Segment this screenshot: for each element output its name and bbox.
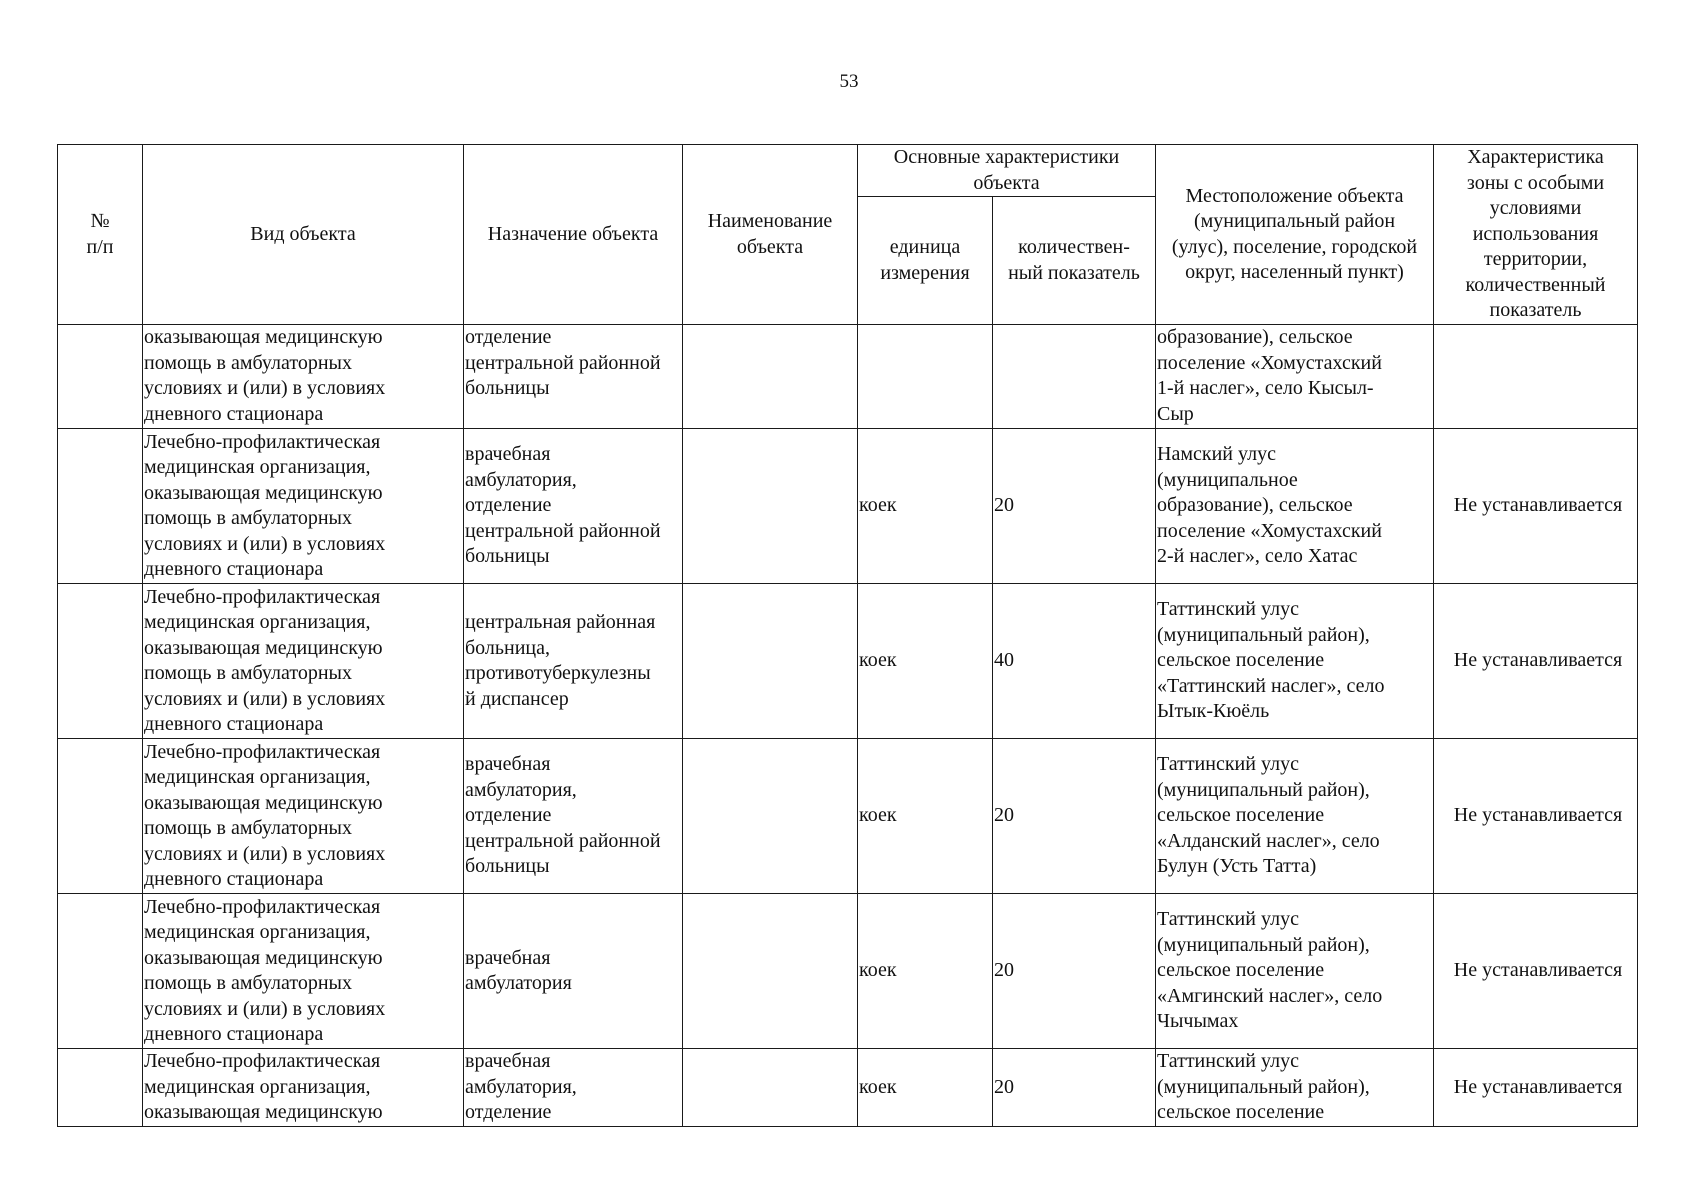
cell-zone: Не устанавливается bbox=[1434, 584, 1638, 739]
cell-type: Лечебно-профилактическая медицинская организация, оказывающая медицинскую помощь в амбулаторных условиях и (или) в условиях дневного стационара bbox=[143, 584, 464, 739]
table-row bbox=[58, 429, 1638, 584]
cell-location: Таттинский улус (муниципальный район), сельское поселение bbox=[1156, 1049, 1434, 1127]
cell-quantity: 20 bbox=[993, 894, 1156, 1049]
header-unit: единица измерения bbox=[858, 197, 993, 325]
cell-quantity: 40 bbox=[993, 584, 1156, 739]
cell-name bbox=[683, 325, 858, 429]
cell-num bbox=[58, 429, 143, 584]
cell-name bbox=[683, 894, 858, 1049]
cell-type: оказывающая медицинскую помощь в амбулаторных условиях и (или) в условиях дневного стационара bbox=[143, 325, 464, 429]
header-quantity: количествен- ный показатель bbox=[993, 197, 1156, 325]
table-row bbox=[58, 1049, 1638, 1127]
cell-num bbox=[58, 739, 143, 894]
cell-purpose: отделение центральной районной больницы bbox=[464, 325, 683, 429]
header-purpose: Назначение объекта bbox=[464, 145, 683, 325]
cell-zone bbox=[1434, 325, 1638, 429]
cell-zone: Не устанавливается bbox=[1434, 894, 1638, 1049]
cell-type: Лечебно-профилактическая медицинская организация, оказывающая медицинскую помощь в амбулаторных условиях и (или) в условиях дневного стационара bbox=[143, 894, 464, 1049]
header-type: Вид объекта bbox=[143, 145, 464, 325]
cell-zone: Не устанавливается bbox=[1434, 429, 1638, 584]
cell-name bbox=[683, 739, 858, 894]
table-row bbox=[58, 325, 1638, 429]
cell-location: Намский улус (муниципальное образование), сельское поселение «Хомустахский 2-й наслег», село Хатас bbox=[1156, 429, 1434, 584]
header-location: Местоположение объекта (муниципальный район (улус), поселение, городской округ, населенный пункт) bbox=[1156, 145, 1434, 325]
cell-zone: Не устанавливается bbox=[1434, 1049, 1638, 1127]
cell-unit bbox=[858, 325, 993, 429]
cell-quantity: 20 bbox=[993, 429, 1156, 584]
cell-unit: коек bbox=[858, 894, 993, 1049]
page-number: 53 bbox=[839, 71, 859, 92]
cell-type: Лечебно-профилактическая медицинская организация, оказывающая медицинскую помощь в амбулаторных условиях и (или) в условиях дневного стационара bbox=[143, 429, 464, 584]
cell-num bbox=[58, 584, 143, 739]
cell-name bbox=[683, 584, 858, 739]
cell-location: Таттинский улус (муниципальный район), сельское поселение «Амгинский наслег», село Чычымах bbox=[1156, 894, 1434, 1049]
cell-unit: коек bbox=[858, 429, 993, 584]
cell-purpose: врачебная амбулатория, отделение центральной районной больницы bbox=[464, 429, 683, 584]
cell-purpose: центральная районная больница, противотуберкулезны й диспансер bbox=[464, 584, 683, 739]
table-row bbox=[58, 584, 1638, 739]
header-main-characteristics: Основные характеристики объекта bbox=[858, 145, 1156, 197]
cell-zone: Не устанавливается bbox=[1434, 739, 1638, 894]
cell-unit: коек bbox=[858, 1049, 993, 1127]
cell-name bbox=[683, 429, 858, 584]
cell-type: Лечебно-профилактическая медицинская организация, оказывающая медицинскую помощь в амбулаторных условиях и (или) в условиях дневного стационара bbox=[143, 739, 464, 894]
cell-num bbox=[58, 325, 143, 429]
cell-quantity bbox=[993, 325, 1156, 429]
header-num: № п/п bbox=[58, 145, 143, 325]
cell-quantity: 20 bbox=[993, 1049, 1156, 1127]
cell-location: Таттинский улус (муниципальный район), сельское поселение «Таттинский наслег», село Ытык-Кюёль bbox=[1156, 584, 1434, 739]
cell-name bbox=[683, 1049, 858, 1127]
cell-unit: коек bbox=[858, 739, 993, 894]
table-row bbox=[58, 739, 1638, 894]
objects-table bbox=[57, 144, 1638, 1127]
header-name: Наименование объекта bbox=[683, 145, 858, 325]
cell-num bbox=[58, 894, 143, 1049]
cell-num bbox=[58, 1049, 143, 1127]
cell-purpose: врачебная амбулатория bbox=[464, 894, 683, 1049]
header-row-1 bbox=[58, 145, 1638, 197]
cell-purpose: врачебная амбулатория, отделение центральной районной больницы bbox=[464, 739, 683, 894]
cell-unit: коек bbox=[858, 584, 993, 739]
table-row bbox=[58, 894, 1638, 1049]
cell-type: Лечебно-профилактическая медицинская организация, оказывающая медицинскую bbox=[143, 1049, 464, 1127]
cell-quantity: 20 bbox=[993, 739, 1156, 894]
cell-purpose: врачебная амбулатория, отделение bbox=[464, 1049, 683, 1127]
cell-location: Таттинский улус (муниципальный район), сельское поселение «Алданский наслег», село Булун (Усть Татта) bbox=[1156, 739, 1434, 894]
cell-location: образование), сельское поселение «Хомустахский 1-й наслег», село Кысыл- Сыр bbox=[1156, 325, 1434, 429]
header-zone: Характеристика зоны с особыми условиями использования территории, количественный показатель bbox=[1434, 145, 1638, 325]
